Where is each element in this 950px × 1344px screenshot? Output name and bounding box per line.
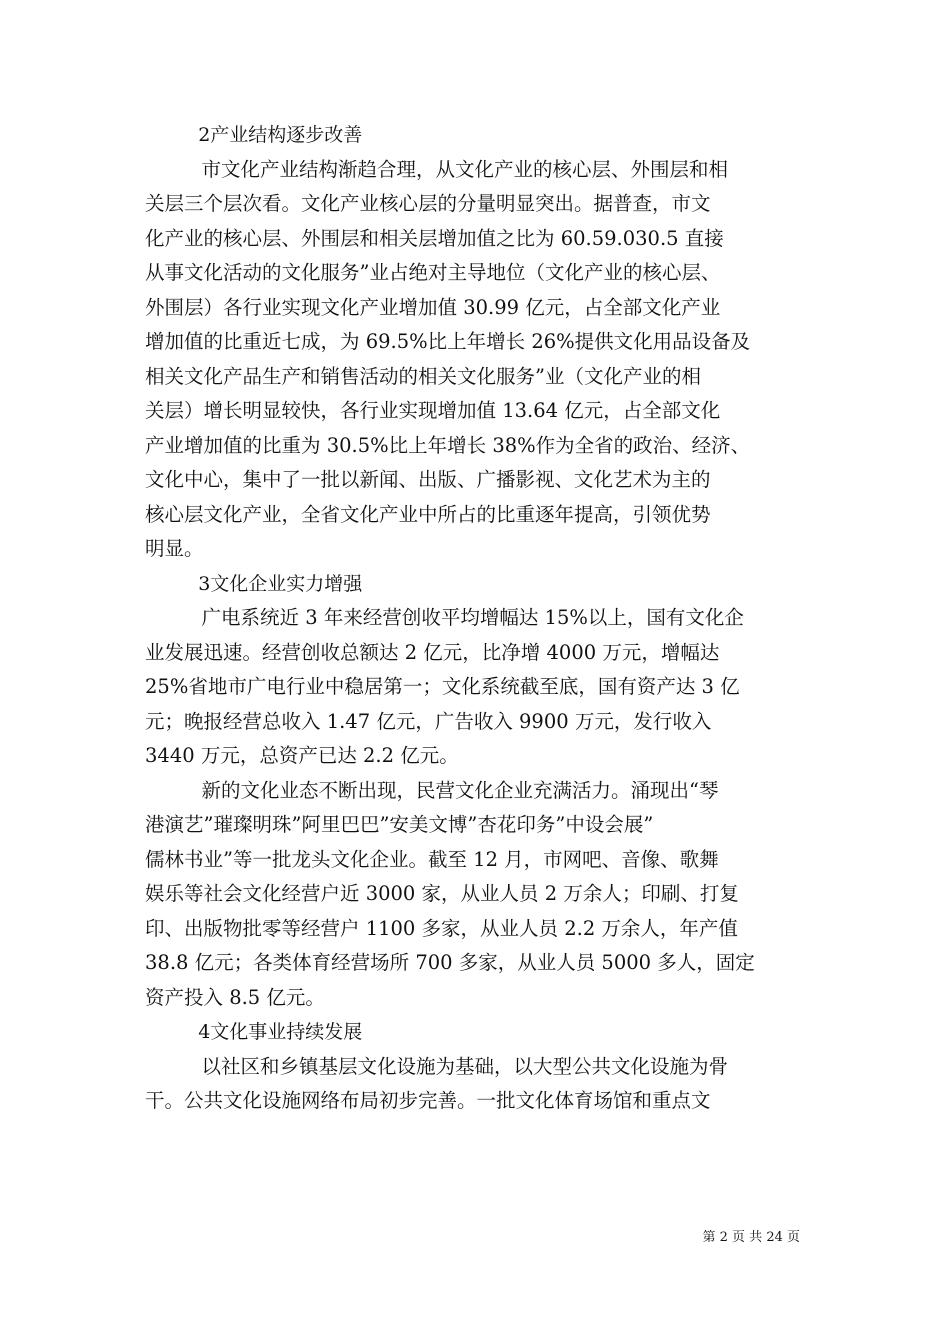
paragraph-line: 文化中心，集中了一批以新闻、出版、广播影视、文化艺术为主的: [145, 468, 711, 491]
paragraph-line: 港演艺”璀璨明珠”阿里巴巴”安美文博”杏花印务”中设会展”: [145, 813, 654, 836]
paragraph-line: 增加值的比重近七成，为 69.5%比上年增长 26%提供文化用品设备及: [145, 330, 751, 353]
section-heading: 3文化企业实力增强: [198, 572, 363, 595]
paragraph-line: 业发展迅速。经营创收总额达 2 亿元，比净增 4000 万元，增幅达: [145, 640, 720, 664]
document-body: [145, 118, 810, 1119]
section-heading: 2产业结构逐步改善: [198, 124, 363, 146]
paragraph-line: 关层）增长明显较快，各行业实现增加值 13.64 亿元，占全部文化: [145, 399, 721, 422]
paragraph-line: 产业增加值的比重为 30.5%比上年增长 38%作为全省的政治、经济、: [145, 433, 751, 457]
body-paragraph: [145, 153, 810, 567]
paragraph-line: 相关文化产品生产和销售活动的相关文化服务”业（文化产业的相: [145, 364, 701, 388]
paragraph-line: 印、出版物批零等经营户 1100 多家，从业人员 2.2 万余人，年产值: [145, 916, 738, 940]
paragraph-line: 明显。: [145, 537, 204, 560]
paragraph-line: 25%省地市广电行业中稳居第一；文化系统截至底，国有资产达 3 亿: [145, 675, 740, 698]
body-paragraph: [145, 1050, 810, 1119]
paragraph-line: 资产投入 8.5 亿元。: [145, 985, 325, 1009]
paragraph-line: 关层三个层次看。文化产业核心层的分量明显突出。据普查，市文: [145, 192, 711, 215]
paragraph-line: 从事文化活动的文化服务”业占绝对主导地位（文化产业的核心层、: [145, 261, 721, 284]
paragraph-line: 新的文化业态不断出现，民营文化企业充满活力。涌现出“琴: [201, 778, 719, 802]
paragraph-line: 儒林书业”等一批龙头文化企业。截至 12 月，市网吧、音像、歌舞: [145, 847, 719, 871]
paragraph-line: 外围层）各行业实现文化产业增加值 30.99 亿元，占全部文化产业: [145, 295, 721, 319]
paragraph-line: 3440 万元，总资产已达 2.2 亿元。: [145, 744, 459, 767]
paragraph-line: 元；晚报经营总收入 1.47 亿元，广告收入 9900 万元，发行收入: [145, 709, 712, 733]
paragraph-line: 广电系统近 3 年来经营创收平均增幅达 15%以上，国有文化企: [201, 606, 744, 629]
paragraph-line: 38.8 亿元；各类体育经营场所 700 多家，从业人员 5000 多人，固定: [145, 951, 755, 974]
body-paragraph: [145, 774, 810, 1016]
section-heading: 4文化事业持续发展: [198, 1021, 363, 1043]
page-footer: 第 2 页 共 24 页: [702, 1230, 800, 1245]
body-paragraph: [145, 601, 810, 774]
paragraph-line: 干。公共文化设施网络布局初步完善。一批文化体育场馆和重点文: [145, 1089, 711, 1112]
paragraph-line: 核心层文化产业，全省文化产业中所占的比重逐年提高，引领优势: [145, 502, 711, 526]
paragraph-line: 以社区和乡镇基层文化设施为基础，以大型公共文化设施为骨: [201, 1054, 729, 1078]
paragraph-line: 市文化产业结构渐趋合理，从文化产业的核心层、外围层和相: [201, 157, 729, 181]
paragraph-line: 娱乐等社会文化经营户近 3000 家，从业人员 2 万余人；印刷、打复: [145, 882, 739, 905]
paragraph-line: 化产业的核心层、外围层和相关层增加值之比为 60.59.030.5 直接: [145, 226, 724, 250]
